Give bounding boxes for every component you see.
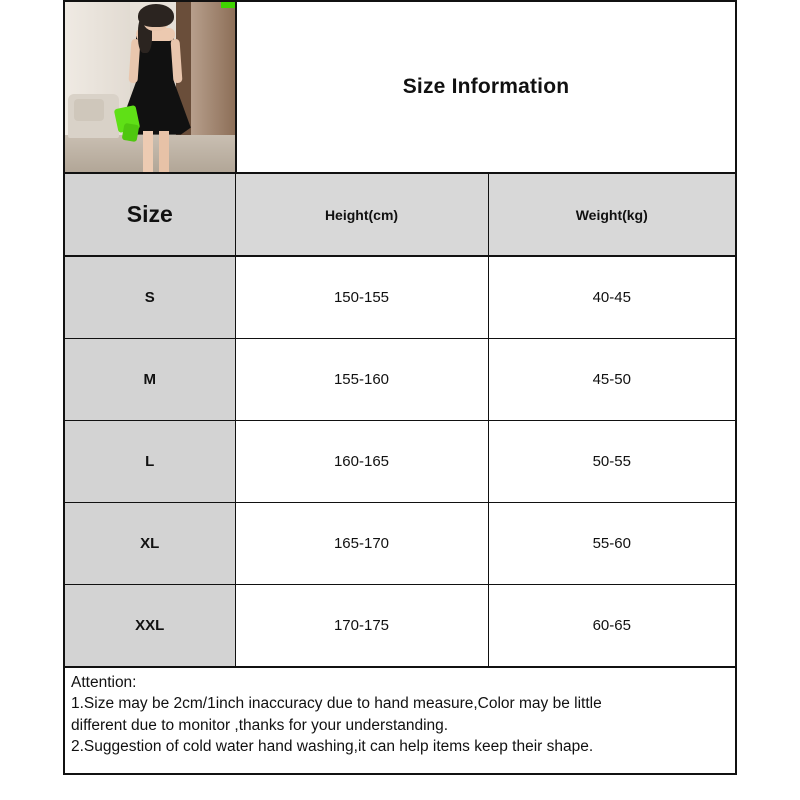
table-row	[65, 585, 735, 668]
attention-line-3: 2.Suggestion of cold water hand washing,it can help items keep their shape.	[71, 738, 594, 756]
cell-height: 170-175	[235, 585, 488, 668]
attention-block	[65, 668, 735, 764]
table-header-row	[65, 174, 735, 256]
table-row	[65, 339, 735, 421]
cell-height: 165-170	[235, 503, 488, 585]
attention-line-2: different due to monitor ,thanks for your understanding.	[71, 716, 449, 734]
cell-size: M	[65, 339, 235, 421]
title-area	[237, 2, 735, 172]
column-header-size: Size	[65, 174, 235, 256]
green-corner-marker	[221, 2, 235, 8]
product-photo-image	[65, 2, 235, 172]
cell-weight: 55-60	[488, 503, 735, 585]
column-header-height: Height(cm)	[235, 174, 488, 256]
cell-size: XXL	[65, 585, 235, 668]
cell-weight: 45-50	[488, 339, 735, 421]
attention-line-1: 1.Size may be 2cm/1inch inaccuracy due to hand measure,Color may be little	[71, 695, 602, 713]
column-header-weight: Weight(kg)	[488, 174, 735, 256]
cell-weight: 60-65	[488, 585, 735, 668]
product-photo	[65, 2, 237, 172]
size-information-card	[63, 0, 737, 775]
page-title: Size Information	[402, 75, 570, 98]
card-header	[65, 2, 735, 174]
cell-height: 160-165	[235, 421, 488, 503]
cell-size: XL	[65, 503, 235, 585]
cell-weight: 50-55	[488, 421, 735, 503]
table-row	[65, 256, 735, 339]
table-row	[65, 503, 735, 585]
cell-height: 155-160	[235, 339, 488, 421]
cell-size: S	[65, 256, 235, 339]
attention-heading: Attention:	[71, 674, 137, 691]
size-table	[65, 174, 735, 668]
cell-weight: 40-45	[488, 256, 735, 339]
table-row	[65, 421, 735, 503]
cell-height: 150-155	[235, 256, 488, 339]
cell-size: L	[65, 421, 235, 503]
